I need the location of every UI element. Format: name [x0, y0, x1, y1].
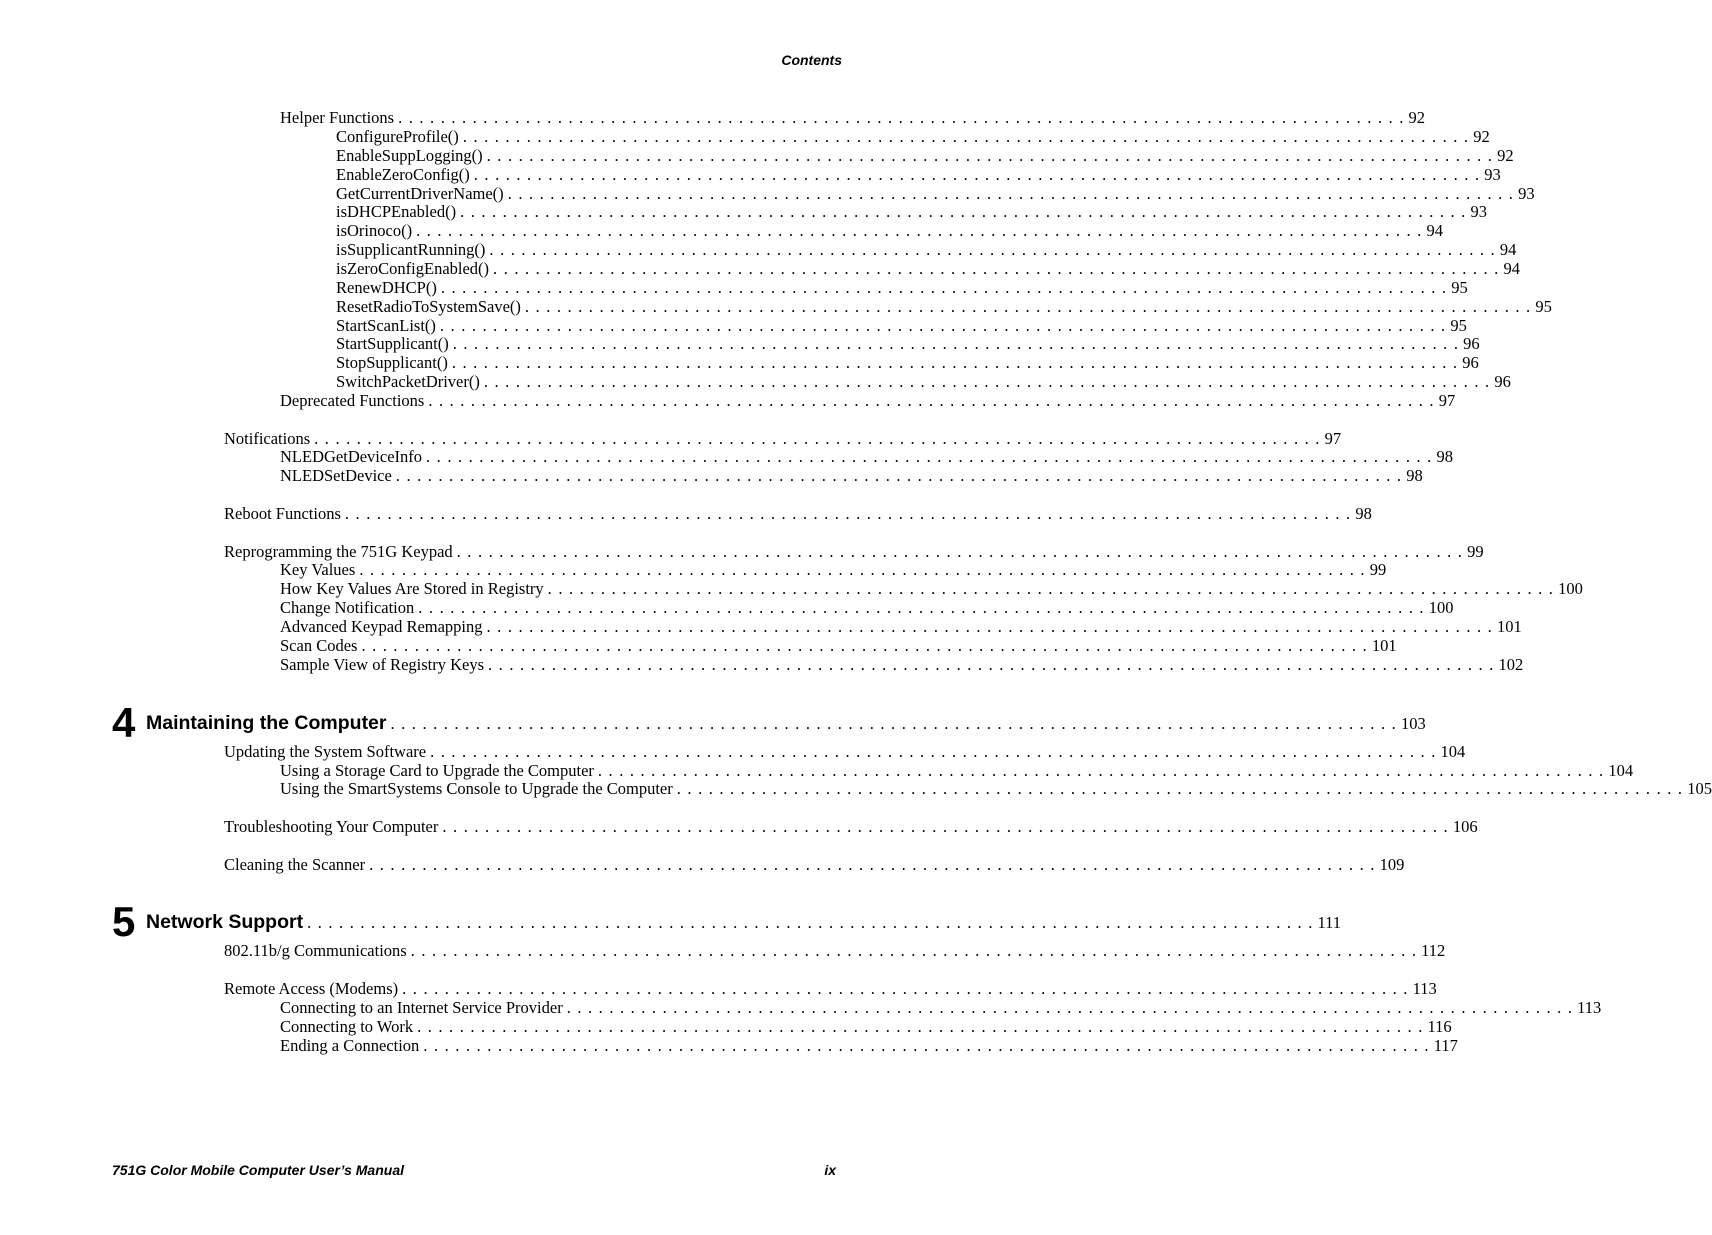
toc-entry-label: EnableSuppLogging(): [336, 146, 483, 165]
toc-entry-page: 113: [1412, 979, 1437, 998]
toc-entry[interactable]: [224, 504, 1372, 523]
footer-page-number: ix: [824, 1162, 836, 1178]
toc-entry-page: 101: [1371, 636, 1397, 655]
dot-leader: . . . . . . . . . . . . . . . . . . . . . . . . . . . . . . . . . . . . . . . . . . . . . . . . . . . . . . . . . . . . . . . . . . . . . . . . . . . . . . . . . . . . . . . . . . . . . . .: [430, 742, 1437, 761]
toc-entry[interactable]: [336, 297, 1552, 316]
toc-entry-page: 109: [1379, 855, 1405, 874]
toc-entry-label: StartScanList(): [336, 316, 436, 335]
toc-entry[interactable]: [336, 165, 1501, 184]
dot-leader: . . . . . . . . . . . . . . . . . . . . . . . . . . . . . . . . . . . . . . . . . . . . . . . . . . . . . . . . . . . . . . . . . . . . . . . . . . . . . . . . . . . . . . . . . . . . . . .: [426, 447, 1433, 466]
toc-entry-label: How Key Values Are Stored in Registry: [280, 579, 544, 598]
toc-entry-label: Key Values: [280, 560, 356, 579]
toc-entry[interactable]: [224, 542, 1484, 561]
dot-leader: . . . . . . . . . . . . . . . . . . . . . . . . . . . . . . . . . . . . . . . . . . . . . . . . . . . . . . . . . . . . . . . . . . . . . . . . . . . . . . . . . . . . . . . . . . . . . . .: [462, 127, 1470, 146]
toc-entry-page: 100: [1558, 579, 1583, 598]
toc-entry[interactable]: [224, 742, 1466, 761]
toc-entry[interactable]: [280, 761, 1634, 780]
toc-entry-label: Connecting to Work: [280, 1017, 414, 1036]
toc-entry[interactable]: [280, 779, 1712, 798]
toc-entry[interactable]: [336, 316, 1467, 335]
dot-leader: . . . . . . . . . . . . . . . . . . . . . . . . . . . . . . . . . . . . . . . . . . . . . . . . . . . . . . . . . . . . . . . . . . . . . . . . . . . . . . . . . . . . . . . . . . . . . . .: [369, 855, 1376, 874]
toc-entry[interactable]: [280, 560, 1387, 579]
toc-entry[interactable]: [280, 655, 1524, 674]
toc-entry[interactable]: [224, 979, 1437, 998]
toc-entry-label: StartSupplicant(): [336, 334, 449, 353]
toc-entry-page: 95: [1535, 297, 1552, 316]
dot-leader: . . . . . . . . . . . . . . . . . . . . . . . . . . . . . . . . . . . . . . . . . . . . . . . . . . . . . . . . . . . . . . . . . . . . . . . . . . . . . . . . . . . . . . . . . . . . . . .: [547, 579, 1555, 598]
toc-entry[interactable]: [336, 127, 1490, 146]
toc-entry-label: Using a Storage Card to Upgrade the Computer: [280, 761, 594, 780]
dot-leader: . . . . . . . . . . . . . . . . . . . . . . . . . . . . . . . . . . . . . . . . . . . . . . . . . . . . . . . . . . . . . . . . . . . . . . . . . . . . . . . . . . . . . . . . . . . . . . .: [416, 221, 1423, 240]
toc-entry-page: 97: [1438, 391, 1456, 410]
dot-leader: . . . . . . . . . . . . . . . . . . . . . . . . . . . . . . . . . . . . . . . . . . . . . . . . . . . . . . . . . . . . . . . . . . . . . . . . . . . . . . . . . . . . . . . . . . . . . . .: [390, 714, 1397, 733]
toc-entry-page: 93: [1484, 165, 1501, 184]
toc-entry-label: Connecting to an Internet Service Provider: [280, 998, 563, 1017]
dot-leader: . . . . . . . . . . . . . . . . . . . . . . . . . . . . . . . . . . . . . . . . . . . . . . . . . . . . . . . . . . . . . . . . . . . . . . . . . . . . . . . . . . . . . . . . . . . . . . .: [566, 998, 1574, 1017]
toc-entry-label: Advanced Keypad Remapping: [280, 617, 483, 636]
toc-entry-label: ResetRadioToSystemSave(): [336, 297, 521, 316]
toc-entry-page: 100: [1428, 598, 1454, 617]
footer-title: 751G Color Mobile Computer User’s Manual: [112, 1162, 404, 1178]
toc-entry-page: 112: [1421, 941, 1446, 960]
dot-leader: . . . . . . . . . . . . . . . . . . . . . . . . . . . . . . . . . . . . . . . . . . . . . . . . . . . . . . . . . . . . . . . . . . . . . . . . . . . . . . . . . . . . . . . . . . . . . . .: [398, 108, 1405, 127]
toc-entry[interactable]: [336, 202, 1488, 221]
toc-entry-page: 96: [1494, 372, 1511, 391]
dot-leader: . . . . . . . . . . . . . . . . . . . . . . . . . . . . . . . . . . . . . . . . . . . . . . . . . . . . . . . . . . . . . . . . . . . . . . . . . . . . . . . . . . . . . . . . . . . . . . .: [314, 429, 1321, 448]
dot-leader: . . . . . . . . . . . . . . . . . . . . . . . . . . . . . . . . . . . . . . . . . . . . . . . . . . . . . . . . . . . . . . . . . . . . . . . . . . . . . . . . . . . . . . . . . . . . . . .: [344, 504, 1352, 523]
toc-entry-label: Reprogramming the 751G Keypad: [224, 542, 453, 561]
toc-entry[interactable]: [224, 941, 1446, 960]
toc-entry-label: isZeroConfigEnabled(): [336, 259, 490, 278]
toc-entry-page: 105: [1687, 779, 1712, 798]
dot-leader: . . . . . . . . . . . . . . . . . . . . . . . . . . . . . . . . . . . . . . . . . . . . . . . . . . . . . . . . . . . . . . . . . . . . . . . . . . . . . . . . . . . . . . . . . . . . . . .: [507, 184, 1515, 203]
chapter-heading[interactable]: [112, 694, 1426, 746]
toc-entry-label: Updating the System Software: [224, 742, 427, 761]
toc-entry-label: Deprecated Functions: [280, 391, 425, 410]
toc-entry-label: isSupplicantRunning(): [336, 240, 486, 259]
dot-leader: . . . . . . . . . . . . . . . . . . . . . . . . . . . . . . . . . . . . . . . . . . . . . . . . . . . . . . . . . . . . . . . . . . . . . . . . . . . . . . . . . . . . . . . . . . . . . . .: [486, 617, 1493, 636]
dot-leader: . . . . . . . . . . . . . . . . . . . . . . . . . . . . . . . . . . . . . . . . . . . . . . . . . . . . . . . . . . . . . . . . . . . . . . . . . . . . . . . . . . . . . . . . . . . . . . .: [439, 316, 1447, 335]
toc-entry-page: 96: [1463, 334, 1480, 353]
toc-entry-page: 98: [1406, 466, 1423, 485]
toc-entry-page: 96: [1462, 353, 1479, 372]
toc-entry-label: SwitchPacketDriver(): [336, 372, 480, 391]
toc-entry-page: 101: [1496, 617, 1522, 636]
toc-entry[interactable]: [336, 278, 1468, 297]
toc-entry-page: 95: [1451, 278, 1468, 297]
chapter-page: 111: [1317, 913, 1342, 932]
dot-leader: . . . . . . . . . . . . . . . . . . . . . . . . . . . . . . . . . . . . . . . . . . . . . . . . . . . . . . . . . . . . . . . . . . . . . . . . . . . . . . . . . . . . . . . . . . . . . . .: [418, 598, 1425, 617]
toc-entry-page: 98: [1355, 504, 1372, 523]
toc-entry-label: StopSupplicant(): [336, 353, 448, 372]
toc-entry-page: 99: [1467, 542, 1484, 561]
dot-leader: . . . . . . . . . . . . . . . . . . . . . . . . . . . . . . . . . . . . . . . . . . . . . . . . . . . . . . . . . . . . . . . . . . . . . . . . . . . . . . . . . . . . . . . . . . . . . . .: [483, 372, 1491, 391]
toc-entry[interactable]: [280, 579, 1583, 598]
dot-leader: . . . . . . . . . . . . . . . . . . . . . . . . . . . . . . . . . . . . . . . . . . . . . . . . . . . . . . . . . . . . . . . . . . . . . . . . . . . . . . . . . . . . . . . . . . . . . . .: [524, 297, 1532, 316]
toc-entry[interactable]: [336, 146, 1514, 165]
toc-entry-label: Cleaning the Scanner: [224, 855, 366, 874]
toc-entry-page: 116: [1427, 1017, 1452, 1036]
toc-entry[interactable]: [280, 1017, 1452, 1036]
dot-leader: . . . . . . . . . . . . . . . . . . . . . . . . . . . . . . . . . . . . . . . . . . . . . . . . . . . . . . . . . . . . . . . . . . . . . . . . . . . . . . . . . . . . . . . . . . . . . . .: [417, 1017, 1424, 1036]
dot-leader: . . . . . . . . . . . . . . . . . . . . . . . . . . . . . . . . . . . . . . . . . . . . . . . . . . . . . . . . . . . . . . . . . . . . . . . . . . . . . . . . . . . . . . . . . . . . . . .: [359, 560, 1366, 579]
toc-entry[interactable]: [224, 855, 1405, 874]
dot-leader: . . . . . . . . . . . . . . . . . . . . . . . . . . . . . . . . . . . . . . . . . . . . . . . . . . . . . . . . . . . . . . . . . . . . . . . . . . . . . . . . . . . . . . . . . . . . . . .: [452, 334, 1460, 353]
toc-entry-label: Helper Functions: [280, 108, 395, 127]
toc-entry[interactable]: [336, 259, 1520, 278]
toc-entry-label: NLEDGetDeviceInfo: [280, 447, 423, 466]
toc-entry[interactable]: [280, 447, 1453, 466]
toc-entry-label: Scan Codes: [280, 636, 358, 655]
toc-entry[interactable]: [336, 184, 1535, 203]
toc-entry[interactable]: [280, 598, 1454, 617]
toc-entry-page: 104: [1608, 761, 1634, 780]
dot-leader: . . . . . . . . . . . . . . . . . . . . . . . . . . . . . . . . . . . . . . . . . . . . . . . . . . . . . . . . . . . . . . . . . . . . . . . . . . . . . . . . . . . . . . . . . . . . . . .: [486, 146, 1494, 165]
chapter-title: Network Support: [146, 911, 304, 933]
toc-entry[interactable]: [336, 372, 1511, 391]
toc-entry-label: Using the SmartSystems Console to Upgrade the Computer: [280, 779, 673, 798]
toc-entry-page: 94: [1426, 221, 1444, 240]
toc-entry-page: 93: [1470, 202, 1488, 221]
toc-entry-label: GetCurrentDriverName(): [336, 184, 504, 203]
toc-entry-label: Reboot Functions: [224, 504, 341, 523]
toc-entry-page: 92: [1408, 108, 1426, 127]
toc-entry[interactable]: [336, 221, 1444, 240]
toc-entry-label: RenewDHCP(): [336, 278, 437, 297]
toc-entry[interactable]: [280, 1036, 1458, 1055]
dot-leader: . . . . . . . . . . . . . . . . . . . . . . . . . . . . . . . . . . . . . . . . . . . . . . . . . . . . . . . . . . . . . . . . . . . . . . . . . . . . . . . . . . . . . . . . . . . . . . .: [440, 278, 1448, 297]
dot-leader: . . . . . . . . . . . . . . . . . . . . . . . . . . . . . . . . . . . . . . . . . . . . . . . . . . . . . . . . . . . . . . . . . . . . . . . . . . . . . . . . . . . . . . . . . . . . . . .: [597, 761, 1605, 780]
toc-entry-label: Change Notification: [280, 598, 415, 617]
dot-leader: . . . . . . . . . . . . . . . . . . . . . . . . . . . . . . . . . . . . . . . . . . . . . . . . . . . . . . . . . . . . . . . . . . . . . . . . . . . . . . . . . . . . . . . . . . . . . . .: [428, 391, 1435, 410]
toc-entry-page: 95: [1450, 316, 1467, 335]
toc-entry-label: EnableZeroConfig(): [336, 165, 470, 184]
toc-entry-label: isDHCPEnabled(): [336, 202, 457, 221]
toc-entry-page: 99: [1369, 560, 1387, 579]
chapter-title: Maintaining the Computer: [146, 712, 387, 734]
toc-entry[interactable]: [336, 240, 1517, 259]
toc-entry[interactable]: [224, 429, 1342, 448]
dot-leader: . . . . . . . . . . . . . . . . . . . . . . . . . . . . . . . . . . . . . . . . . . . . . . . . . . . . . . . . . . . . . . . . . . . . . . . . . . . . . . . . . . . . . . . . . . . . . . .: [451, 353, 1459, 372]
running-header: Contents: [781, 52, 842, 68]
toc-entry-label: ConfigureProfile(): [336, 127, 459, 146]
toc-entry-page: 92: [1497, 146, 1514, 165]
toc-entry-page: 102: [1498, 655, 1524, 674]
dot-leader: . . . . . . . . . . . . . . . . . . . . . . . . . . . . . . . . . . . . . . . . . . . . . . . . . . . . . . . . . . . . . . . . . . . . . . . . . . . . . . . . . . . . . . . . . . . . . . .: [361, 636, 1368, 655]
toc-entry-page: 94: [1503, 259, 1520, 278]
toc-entry-page: 94: [1499, 240, 1517, 259]
dot-leader: . . . . . . . . . . . . . . . . . . . . . . . . . . . . . . . . . . . . . . . . . . . . . . . . . . . . . . . . . . . . . . . . . . . . . . . . . . . . . . . . . . . . . . . . . . . . . . .: [473, 165, 1481, 184]
toc-entry-page: 97: [1324, 429, 1342, 448]
toc-entry[interactable]: [280, 998, 1602, 1017]
toc-entry[interactable]: [280, 617, 1522, 636]
chapter-heading[interactable]: [112, 893, 1342, 945]
chapter-page: 103: [1400, 714, 1426, 733]
dot-leader: . . . . . . . . . . . . . . . . . . . . . . . . . . . . . . . . . . . . . . . . . . . . . . . . . . . . . . . . . . . . . . . . . . . . . . . . . . . . . . . . . . . . . . . . . . . . . . .: [489, 240, 1496, 259]
toc-entry[interactable]: [280, 391, 1456, 410]
toc-entry[interactable]: [280, 466, 1423, 485]
toc-entry-label: Ending a Connection: [280, 1036, 420, 1055]
dot-leader: . . . . . . . . . . . . . . . . . . . . . . . . . . . . . . . . . . . . . . . . . . . . . . . . . . . . . . . . . . . . . . . . . . . . . . . . . . . . . . . . . . . . . . . . . . . . . . .: [442, 817, 1449, 836]
toc-entry[interactable]: [336, 353, 1479, 372]
toc-entry[interactable]: [224, 817, 1478, 836]
toc-entry-page: 117: [1433, 1036, 1458, 1055]
toc-entry-page: 98: [1436, 447, 1453, 466]
toc-entry-label: Remote Access (Modems): [224, 979, 399, 998]
dot-leader: . . . . . . . . . . . . . . . . . . . . . . . . . . . . . . . . . . . . . . . . . . . . . . . . . . . . . . . . . . . . . . . . . . . . . . . . . . . . . . . . . . . . . . . . . . . . . . .: [460, 202, 1467, 221]
dot-leader: . . . . . . . . . . . . . . . . . . . . . . . . . . . . . . . . . . . . . . . . . . . . . . . . . . . . . . . . . . . . . . . . . . . . . . . . . . . . . . . . . . . . . . . . . . . . . . .: [423, 1036, 1430, 1055]
dot-leader: . . . . . . . . . . . . . . . . . . . . . . . . . . . . . . . . . . . . . . . . . . . . . . . . . . . . . . . . . . . . . . . . . . . . . . . . . . . . . . . . . . . . . . . . . . . . . . .: [402, 979, 1409, 998]
toc-entry-label: Notifications: [224, 429, 311, 448]
toc-entry-page: 106: [1452, 817, 1478, 836]
dot-leader: . . . . . . . . . . . . . . . . . . . . . . . . . . . . . . . . . . . . . . . . . . . . . . . . . . . . . . . . . . . . . . . . . . . . . . . . . . . . . . . . . . . . . . . . . . . . . . .: [410, 941, 1418, 960]
toc-entry-page: 104: [1440, 742, 1466, 761]
toc-entry[interactable]: [336, 334, 1480, 353]
toc-entry-label: isOrinoco(): [336, 221, 413, 240]
dot-leader: . . . . . . . . . . . . . . . . . . . . . . . . . . . . . . . . . . . . . . . . . . . . . . . . . . . . . . . . . . . . . . . . . . . . . . . . . . . . . . . . . . . . . . . . . . . . . . .: [395, 466, 1403, 485]
toc-entry-label: Sample View of Registry Keys: [280, 655, 485, 674]
dot-leader: . . . . . . . . . . . . . . . . . . . . . . . . . . . . . . . . . . . . . . . . . . . . . . . . . . . . . . . . . . . . . . . . . . . . . . . . . . . . . . . . . . . . . . . . . . . . . . .: [488, 655, 1495, 674]
dot-leader: . . . . . . . . . . . . . . . . . . . . . . . . . . . . . . . . . . . . . . . . . . . . . . . . . . . . . . . . . . . . . . . . . . . . . . . . . . . . . . . . . . . . . . . . . . . . . . .: [307, 913, 1314, 932]
dot-leader: . . . . . . . . . . . . . . . . . . . . . . . . . . . . . . . . . . . . . . . . . . . . . . . . . . . . . . . . . . . . . . . . . . . . . . . . . . . . . . . . . . . . . . . . . . . . . . .: [676, 779, 1684, 798]
toc-entry[interactable]: [280, 108, 1426, 127]
toc-entry-label: Troubleshooting Your Computer: [224, 817, 439, 836]
toc-entry[interactable]: [280, 636, 1397, 655]
toc-entry-label: NLEDSetDevice: [280, 466, 392, 485]
toc-entry-page: 93: [1518, 184, 1535, 203]
toc-entry-label: 802.11b/g Communications: [224, 941, 407, 960]
dot-leader: . . . . . . . . . . . . . . . . . . . . . . . . . . . . . . . . . . . . . . . . . . . . . . . . . . . . . . . . . . . . . . . . . . . . . . . . . . . . . . . . . . . . . . . . . . . . . . .: [456, 542, 1464, 561]
chapter-number: 4: [112, 699, 136, 746]
toc-entry-page: 92: [1473, 127, 1490, 146]
toc-entry-page: 113: [1577, 998, 1602, 1017]
chapter-number: 5: [112, 898, 136, 945]
dot-leader: . . . . . . . . . . . . . . . . . . . . . . . . . . . . . . . . . . . . . . . . . . . . . . . . . . . . . . . . . . . . . . . . . . . . . . . . . . . . . . . . . . . . . . . . . . . . . . .: [493, 259, 1500, 278]
